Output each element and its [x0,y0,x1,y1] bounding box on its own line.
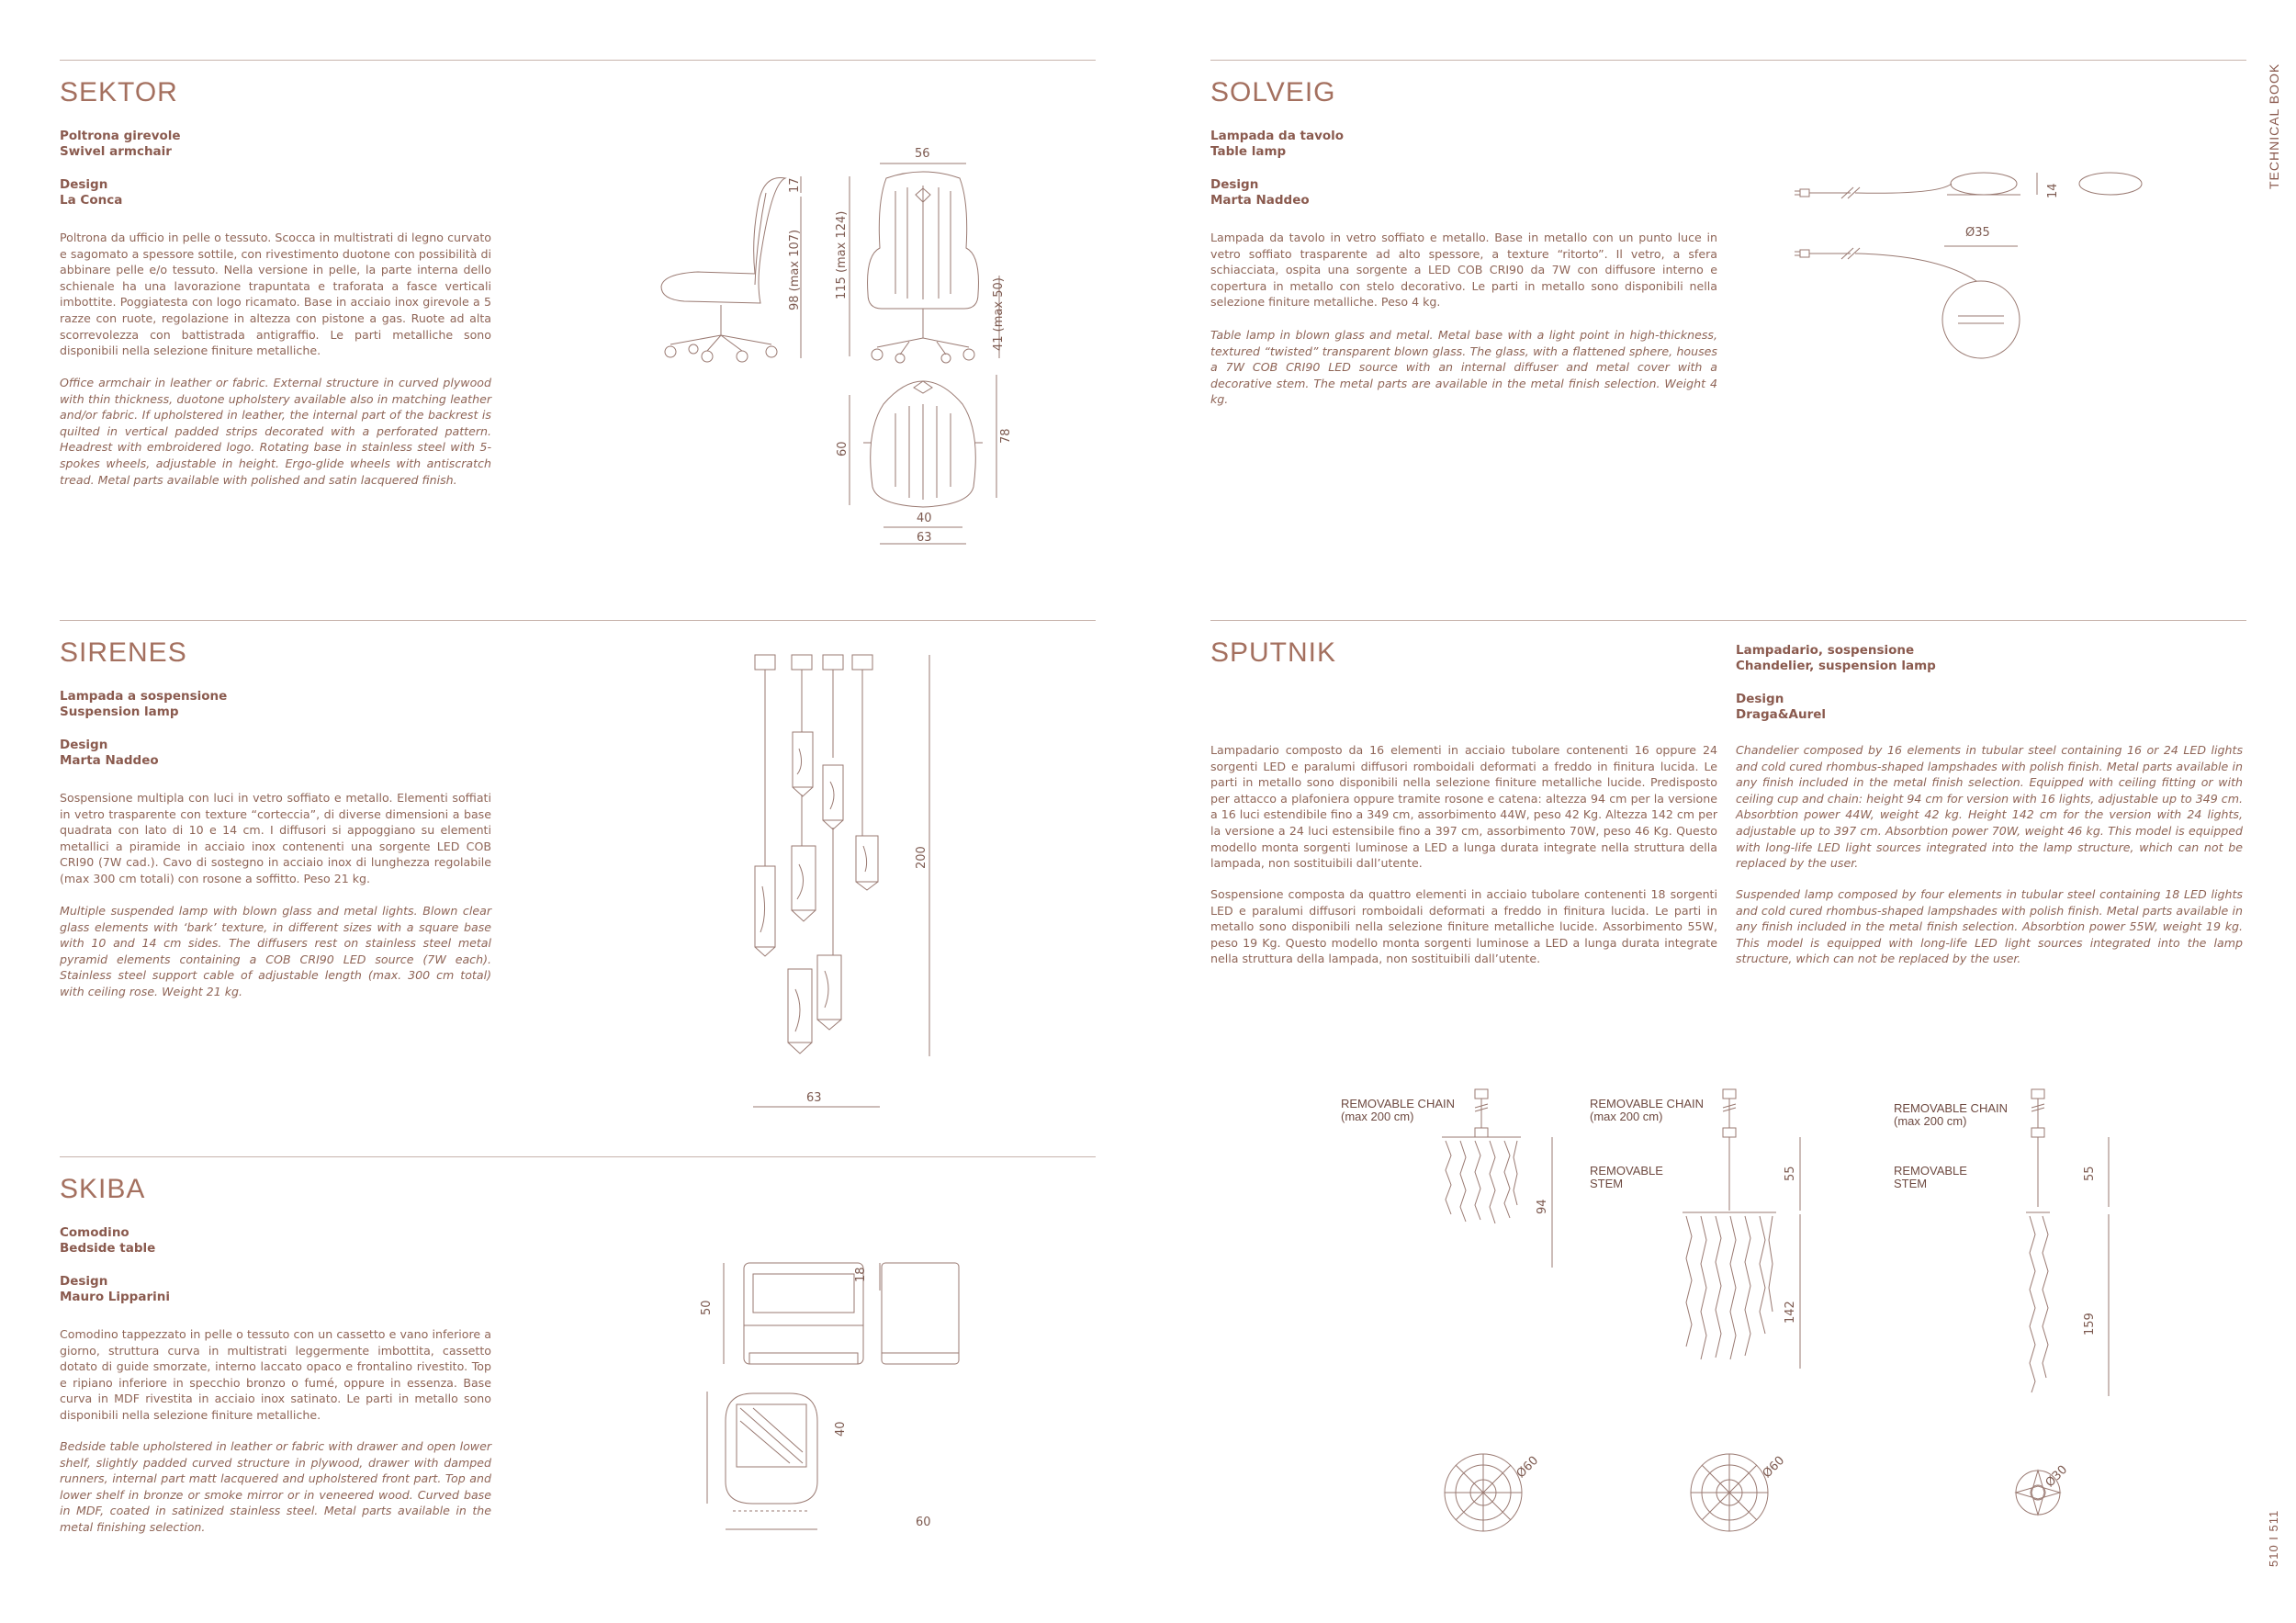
sputnik-chandelier-16 [1442,1089,1552,1268]
sirenes-title: SIRENES [60,637,187,668]
sputnik-type-en: Chandelier, suspension lamp [1736,659,1936,673]
page-numbers: 510 I 511 [2267,1509,2280,1567]
sputnik-dim-60a: Ø60 [1514,1453,1542,1482]
divider-top-left [60,60,1096,61]
sirenes-type-it: Lampada a sospensione [60,689,228,704]
sirenes-drawing [744,648,946,1116]
solveig-text-en: Table lamp in blown glass and metal. Metal base with a light point in high-thickness, textured “twisted” transparent blown glass. The glass, with a flattened sphere, houses a 7W COB CRI90 LED source with an internal diffuser and metal cover with a decorative stem. The metal parts are available in the metal finish selection. Weight 4 kg. [1210,328,1717,407]
sirenes-text-en: Multiple suspended lamp with blown glass and metal lights. Blown clear glass elements with ‘bark’ texture, in different sizes with a square base with 10 and 14 cm sides. The diffusers rest on stainless steel metal pyramid elements containing a COB CRI90 LED source (7W each). Stainless steel support cable of adjustable length (max. 300 cm total) with ceiling rose. Weight 21 kg. [60,904,491,998]
sirenes-text-it: Sospensione multipla con luci in vetro soffiato e metallo. Elementi soffiati in vetro trasparente con texture “corteccia”, di diverse dimensioni a base quadrata con lato di 10 e 14 cm. I diffusori si appoggiano su elementi metallici a piramide in acciaio inox contenenti una sorgente LED COB CRI90 (7W cad.). Cavo di sostegno in acciaio inox di lunghezza regolabile (max 300 cm totali) con rosone a soffitto. Peso 21 kg. [60,791,491,885]
skiba-dim-18: 18 [854,1267,868,1282]
sektor-top-view [863,381,983,507]
solveig-design-label: Design [1210,177,1259,192]
skiba-type [60,1225,155,1257]
sektor-title: SEKTOR [60,77,178,107]
divider-mid-left [60,620,1096,621]
sputnik-text-it-2: Sospensione composta da quattro elementi in acciaio tubolare contenenti 18 sorgenti LED e paralumi diffusori romboidali deformati a freddo in finitura lucida. Le parti in metallo sono disponibili nella selezione finiture metalliche lucide. Assorbimento 55W, peso 19 Kg. Questo modello monta sorgenti luminose a LED a lunga durata integrate nella struttura della lampada, non sostituibili dall’utente. [1210,887,1717,966]
sektor-design [60,177,122,209]
sirenes-design-label: Design [60,738,108,752]
sektor-dim-63: 63 [917,531,932,545]
sputnik-text-en-2: Suspended lamp composed by four elements in tubular steel containing 18 LED lights and cold cured rhombus-shaped lampshades with polish finish. Metal parts available in any finish included in the metal finish selection. Absorbtion power 55W, weight 19 kg. This model is equipped with long-life LED light sources integrated into the lamp structure, which can not be replaced by the user. [1736,887,2243,966]
sputnik-chain-label-1: REMOVABLE CHAIN (max 200 cm) [1341,1097,1456,1123]
sektor-side-view [661,178,785,362]
technical-book-label: TECHNICAL BOOK [2267,62,2281,189]
sputnik-suspension [2026,1089,2109,1396]
sputnik-title: SPUTNIK [1210,637,1337,668]
sirenes-type [60,689,227,720]
solveig-drawings [1800,156,2186,367]
skiba-type-en: Bedside table [60,1241,156,1256]
solveig-type [1210,129,1344,160]
sektor-type-en: Swivel armchair [60,144,172,159]
skiba-drawings [698,1254,974,1534]
solveig-dim-diameter: Ø35 [1965,226,1990,240]
sektor-type-it: Poltrona girevole [60,129,181,143]
sputnik-dim-30: Ø30 [2043,1462,2071,1491]
sputnik-stem-label-1: REMOVABLE STEM [1590,1164,1663,1190]
sektor-dim-98: 98 (max 107) [788,229,802,310]
sektor-design-label: Design [60,177,108,192]
sirenes-design [60,738,159,769]
solveig-type-it: Lampada da tavolo [1210,129,1345,143]
sektor-dim-60: 60 [836,441,850,456]
skiba-front-view [724,1263,863,1364]
sputnik-dim-60b: Ø60 [1760,1453,1788,1482]
skiba-design-label: Design [60,1274,108,1289]
sektor-dim-17: 17 [788,177,802,193]
skiba-dim-60: 60 [916,1516,931,1529]
sektor-dim-width: 56 [915,147,930,161]
sputnik-type-it: Lampadario, sospensione [1736,643,1915,658]
sputnik-dim-142: 142 [1784,1301,1797,1324]
solveig-side-view [1795,173,2142,198]
sputnik-chandelier-24 [1683,1089,1800,1369]
sektor-front-view [868,163,979,363]
sektor-drawings [643,138,1029,551]
sputnik-text-it-1: Lampadario composto da 16 elementi in acciaio tubolare contenenti 16 oppure 24 sorgenti LED e paralumi diffusori romboidali deformati a freddo in finitura lucida. Le parti in metallo sono disponibili nella selezione finiture metalliche lucide. Predisposto per attacco a plafoniera oppure tramite rosone e catena: altezza 94 cm per la versione a 16 luci estendibile fino a 349 cm, assorbimento 44W, peso 42 Kg. Altezza 142 cm per la versione a 24 luci estensibile fino a 397 cm, assorbimento 70W, peso 46 Kg. Questo modello monta sorgenti luminose a LED a lunga durata integrate nella struttura della lampada, non sostituibili dall’utente. [1210,743,1717,871]
skiba-type-it: Comodino [60,1225,129,1240]
skiba-text-en: Bedside table upholstered in leather or fabric with drawer and open lower shelf, slightly padded curved structure in plywood, drawer with damped runners, internal part matt lacquered and upholstered front part. Top and lower shelf in bronze or smoke mirror or in veneered wood. Curved base in MDF, coated in satinized stainless steel. Metal parts available in the metal finishing selection. [60,1439,491,1534]
sputnik-stem-label-2: REMOVABLE STEM [1894,1164,1967,1190]
sektor-type [60,129,181,160]
sputnik-chain-label-2: REMOVABLE CHAIN (max 200 cm) [1590,1097,1705,1123]
sirenes-designer: Marta Naddeo [60,753,159,768]
sektor-dim-41: 41 (max 50) [992,277,1006,351]
sektor-designer: La Conca [60,193,123,208]
sputnik-type [1736,643,1936,674]
skiba-dim-40: 40 [834,1421,848,1437]
sektor-text-en: Office armchair in leather or fabric. External structure in curved plywood with thin thickness, duotone upholstery available also in matching leather and/or fabric. If upholstered in leather, the internal part of the backrest is quilted in vertical padded strips decorated with a perforated pattern. Headrest with embroidered logo. Rotating base in stainless steel with 5-spokes wheels, adjustable in height. Ergo-glide wheels with antiscratch tread. Metal parts available with polished and satin lacquered finish. [60,376,491,487]
solveig-title: SOLVEIG [1210,77,1336,107]
sektor-dim-115: 115 (max 124) [835,210,849,299]
sirenes-glass-elements [755,732,878,1054]
sirenes-dim-width: 63 [806,1091,822,1105]
solveig-design [1210,177,1310,209]
solveig-type-en: Table lamp [1210,144,1287,159]
sputnik-dim-55a: 55 [1784,1166,1797,1181]
divider-low-left [60,1156,1096,1157]
sirenes-type-en: Suspension lamp [60,704,179,719]
skiba-design [60,1274,170,1305]
sputnik-designer: Draga&Aurel [1736,707,1827,722]
skiba-title: SKIBA [60,1174,146,1204]
skiba-designer: Mauro Lipparini [60,1290,170,1304]
divider-top-right [1210,60,2246,61]
divider-mid-right [1210,620,2246,621]
solveig-dim-height: 14 [2046,183,2060,198]
sputnik-dim-159: 159 [2083,1313,2097,1336]
skiba-side-view [882,1263,959,1364]
sektor-dim-40: 40 [917,512,932,525]
sirenes-dim-height: 200 [915,846,929,869]
sektor-dim-78: 78 [999,428,1013,444]
skiba-text-it: Comodino tappezzato in pelle o tessuto con un cassetto e vano inferiore a giorno, struttura curva in multistrati leggermente imbottita, cassetto dotato di guide smorzate, interno laccato opaco e frontalino rivestito. Top e ripiano inferiore in specchio bronzo o fumé, oppure in essenza. Base curva in MDF rivestita in acciaio inox satinato. Le parti in metallo sono disponibili nella selezione finiture metalliche. [60,1327,491,1422]
sputnik-plan-view-2 [1691,1454,1768,1531]
sputnik-plan-view-1 [1445,1454,1522,1531]
solveig-top-view [1795,246,2020,358]
sputnik-design-label: Design [1736,692,1784,706]
sputnik-design [1736,692,1826,723]
sektor-text-it: Poltrona da ufficio in pelle o tessuto. Scocca in multistrati di legno curvato e sagomato a spessore sottile, con rivestimento duotone con possibilità di abbinare pelle e/o tessuto. Nella versione in pelle, la parte interna dello schienale ha una lavorazione trapuntata e traforata a fasce verticali imbottite. Poggiatesta con logo ricamato. Base in acciaio inox girevole a 5 razze con ruote, regolazione in altezza con pistone a gas. Ruote ad alta scorrevolezza con battistrada antigraffio. Le parti metalliche sono disponibili nella selezione finiture metalliche. [60,231,491,358]
sputnik-text-en-1: Chandelier composed by 16 elements in tubular steel containing 16 or 24 LED lights and cold cured rhombus-shaped lampshades with polish finish. Metal parts available in any finish included in the metal finish selection. Equipped with ceiling fitting or with ceiling cup and chain: height 94 cm for version with 16 lights, adjustable up to 349 cm. Absorbtion power 44W, weight 42 kg. Height 142 cm for the version with 24 lights, adjustable up to 397 cm. Absorbtion power 70W, weight 46 kg. This model is equipped with long-life LED light sources integrated into the lamp structure, which can not be replaced by the user. [1736,743,2243,871]
sputnik-dim-55b: 55 [2083,1166,2097,1181]
solveig-text-it: Lampada da tavolo in vetro soffiato e metallo. Base in metallo con un punto luce in vetro soffiato trasparente ad alto spessore, a texture “ritorto”. Il vetro, a sfera schiacciata, ospita una sorgente a LED COB CRI90 da 7W con diffusore interno e copertura in metallo con stelo decorativo. Le parti in metallo sono disponibili nella selezione finiture metalliche. Peso 4 kg. [1210,231,1717,310]
solveig-designer: Marta Naddeo [1210,193,1310,208]
skiba-dim-50: 50 [700,1300,714,1315]
sputnik-dim-94: 94 [1536,1199,1549,1214]
skiba-top-view [707,1392,817,1511]
sputnik-chain-label-3: REMOVABLE CHAIN (max 200 cm) [1894,1101,2009,1128]
